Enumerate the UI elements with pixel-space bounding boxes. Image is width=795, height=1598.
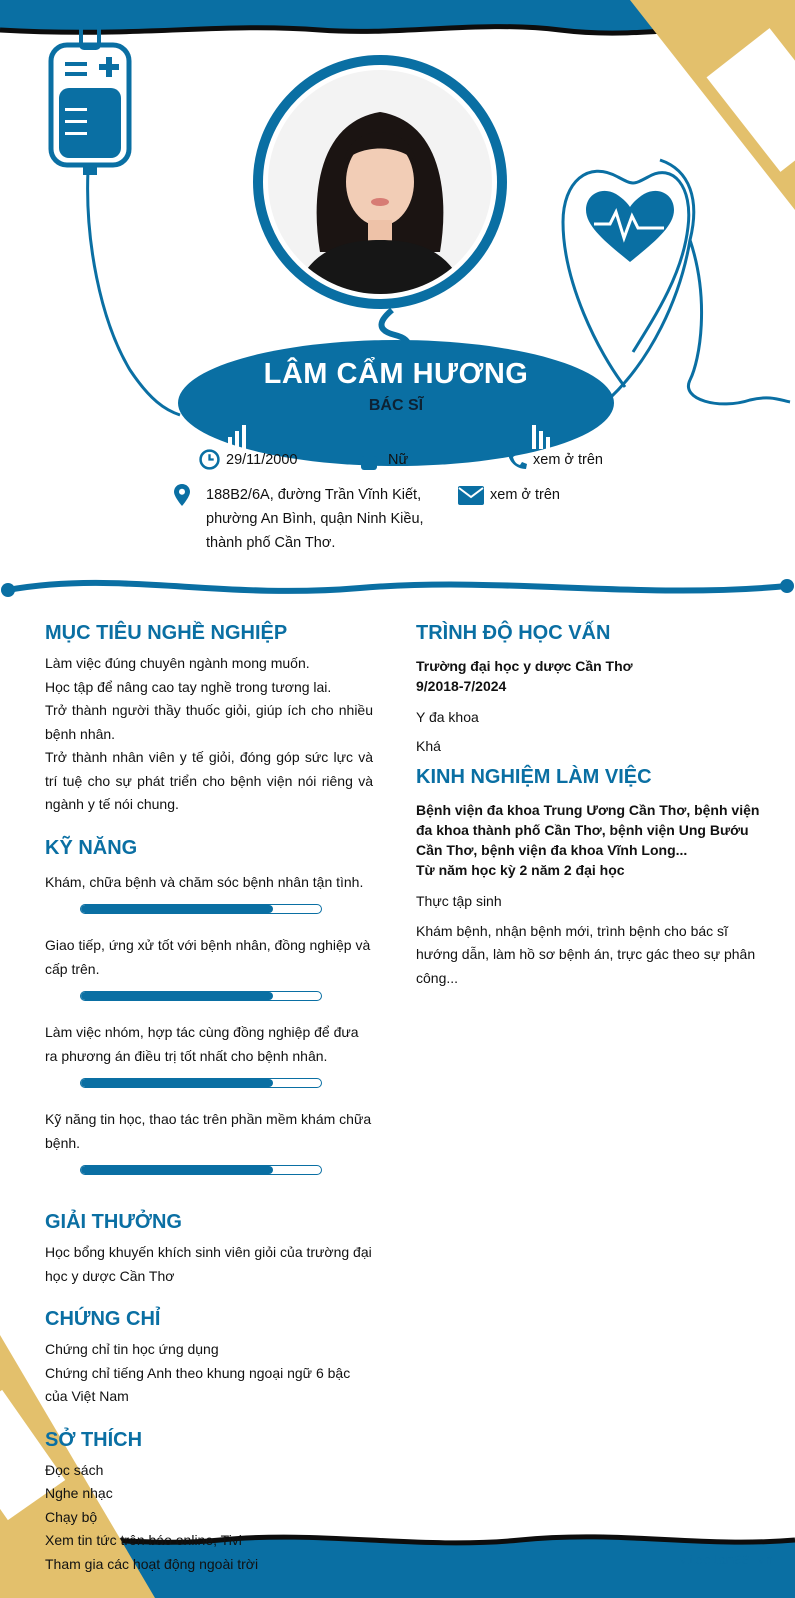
address-line: 188B2/6A, đường Trần Vĩnh Kiết, — [206, 487, 422, 503]
education-body — [416, 656, 761, 758]
skill-bar-fill — [81, 1166, 273, 1174]
stethoscope-tube-icon — [530, 425, 552, 449]
avatar — [250, 52, 510, 312]
skill-bar-fill — [81, 1079, 273, 1087]
address-line: phường An Bình, quận Ninh Kiều, — [206, 511, 424, 527]
candidate-title: BÁC SĨ — [368, 397, 424, 414]
skill-bar-fill — [81, 905, 273, 913]
gender: Nữ — [388, 452, 409, 468]
phone: xem ở trên — [533, 452, 603, 468]
heart-pulse-icon — [558, 152, 693, 392]
iv-bag-icon — [45, 20, 135, 175]
certificates-body — [45, 1338, 373, 1409]
clock-icon — [199, 449, 220, 470]
phone-icon — [506, 447, 528, 471]
objective-line: Trở thành người thầy thuốc giỏi, giúp ích cho nhiều bệnh nhân. — [45, 702, 373, 742]
objective-line: Trở thành nhân viên y tế giỏi, đóng góp sức lực và trí tuệ cho sự phát triển cho bệnh viện nói riêng và ngành y tế nói chung. — [45, 749, 373, 812]
skill-bar — [80, 1078, 322, 1088]
hobby-line: Chạy bộ — [45, 1508, 98, 1525]
envelope-icon — [458, 486, 484, 505]
education-heading: TRÌNH ĐỘ HỌC VẤN — [416, 622, 611, 644]
email: xem ở trên — [490, 487, 560, 503]
hobby-line: Đọc sách — [45, 1461, 104, 1478]
watermark: vieclam88.vn — [679, 1553, 773, 1568]
right-column — [416, 620, 761, 990]
hobbies-body — [45, 1459, 373, 1577]
education-major: Y đa khoa — [416, 709, 479, 725]
education-grade: Khá — [416, 737, 441, 754]
hobbies-heading: SỞ THÍCH — [45, 1428, 143, 1451]
objective-body — [45, 652, 373, 817]
address-line: thành phố Cần Thơ. — [206, 535, 336, 551]
objective-heading: MỤC TIÊU NGHỀ NGHIỆP — [45, 622, 288, 644]
experience-body — [416, 800, 761, 990]
certificate-line: Chứng chỉ tin học ứng dụng — [45, 1341, 219, 1357]
education-period: 9/2018-7/2024 — [416, 678, 507, 694]
skill-bar — [80, 991, 322, 1001]
certificates-heading: CHỨNG CHỈ — [45, 1308, 161, 1330]
hobby-line: Tham gia các hoạt động ngoài trời — [45, 1555, 259, 1572]
experience-place: Bệnh viện đa khoa Trung Ương Cần Thơ, bệnh viện đa khoa thành phố Cần Thơ, bệnh viện Ung Bướu Cần Thơ, bệnh viện đa khoa Vĩnh Long... — [416, 802, 760, 858]
awards-body — [45, 1241, 373, 1288]
hobby-line: Nghe nhạc — [45, 1485, 113, 1501]
education-school: Trường đại học y dược Cần Thơ — [416, 658, 633, 674]
hobby-line: Xem tin tức trên báo online, Tivi — [45, 1532, 242, 1548]
skill-item — [45, 1021, 373, 1088]
skill-bar — [80, 1165, 322, 1175]
experience-description: Khám bệnh, nhận bệnh mới, trình bệnh cho bác sĩ hướng dẫn, làm hồ sơ bệnh án, trực gác theo sự phân công... — [416, 922, 756, 986]
awards-heading: GIẢI THƯỞNG — [45, 1211, 182, 1233]
skill-text: Kỹ năng tin học, thao tác trên phần mềm khám chữa bệnh. — [45, 1111, 372, 1151]
skill-text: Giao tiếp, ứng xử tốt với bệnh nhân, đồng nghiệp và cấp trên. — [45, 937, 371, 977]
skill-item — [45, 1108, 373, 1175]
experience-heading: KINH NGHIỆM LÀM VIỆC — [416, 766, 652, 788]
person-icon — [360, 452, 378, 470]
skills-heading: KỸ NĂNG — [45, 836, 138, 859]
skill-text: Làm việc nhóm, hợp tác cùng đồng nghiệp để đưa ra phương án điều trị tốt nhất cho bệnh nhân. — [45, 1024, 359, 1064]
skill-item — [45, 871, 373, 915]
experience-position: Thực tập sinh — [416, 893, 502, 909]
skill-bar — [80, 904, 322, 914]
left-column — [45, 620, 373, 1576]
skill-bar-fill — [81, 992, 273, 1000]
skill-item — [45, 934, 373, 1001]
skill-text: Khám, chữa bệnh và chăm sóc bệnh nhân tận tình. — [45, 873, 364, 890]
location-pin-icon — [174, 484, 190, 506]
objective-line: Làm việc đúng chuyên ngành mong muốn. — [45, 655, 310, 671]
award-line: Học bổng khuyến khích sinh viên giỏi của trường đại học y dược Cần Thơ — [45, 1244, 372, 1284]
candidate-name: LÂM CẨM HƯƠNG — [263, 358, 529, 390]
stethoscope-tube-icon — [226, 425, 248, 449]
certificate-line: Chứng chỉ tiếng Anh theo khung ngoại ngữ 6 bậc của Việt Nam — [45, 1364, 351, 1404]
experience-period: Từ năm học kỳ 2 năm 2 đại học — [416, 862, 625, 878]
birthdate: 29/11/2000 — [226, 452, 298, 468]
address — [206, 483, 446, 555]
objective-line: Học tập để nâng cao tay nghề trong tương lai. — [45, 678, 332, 695]
